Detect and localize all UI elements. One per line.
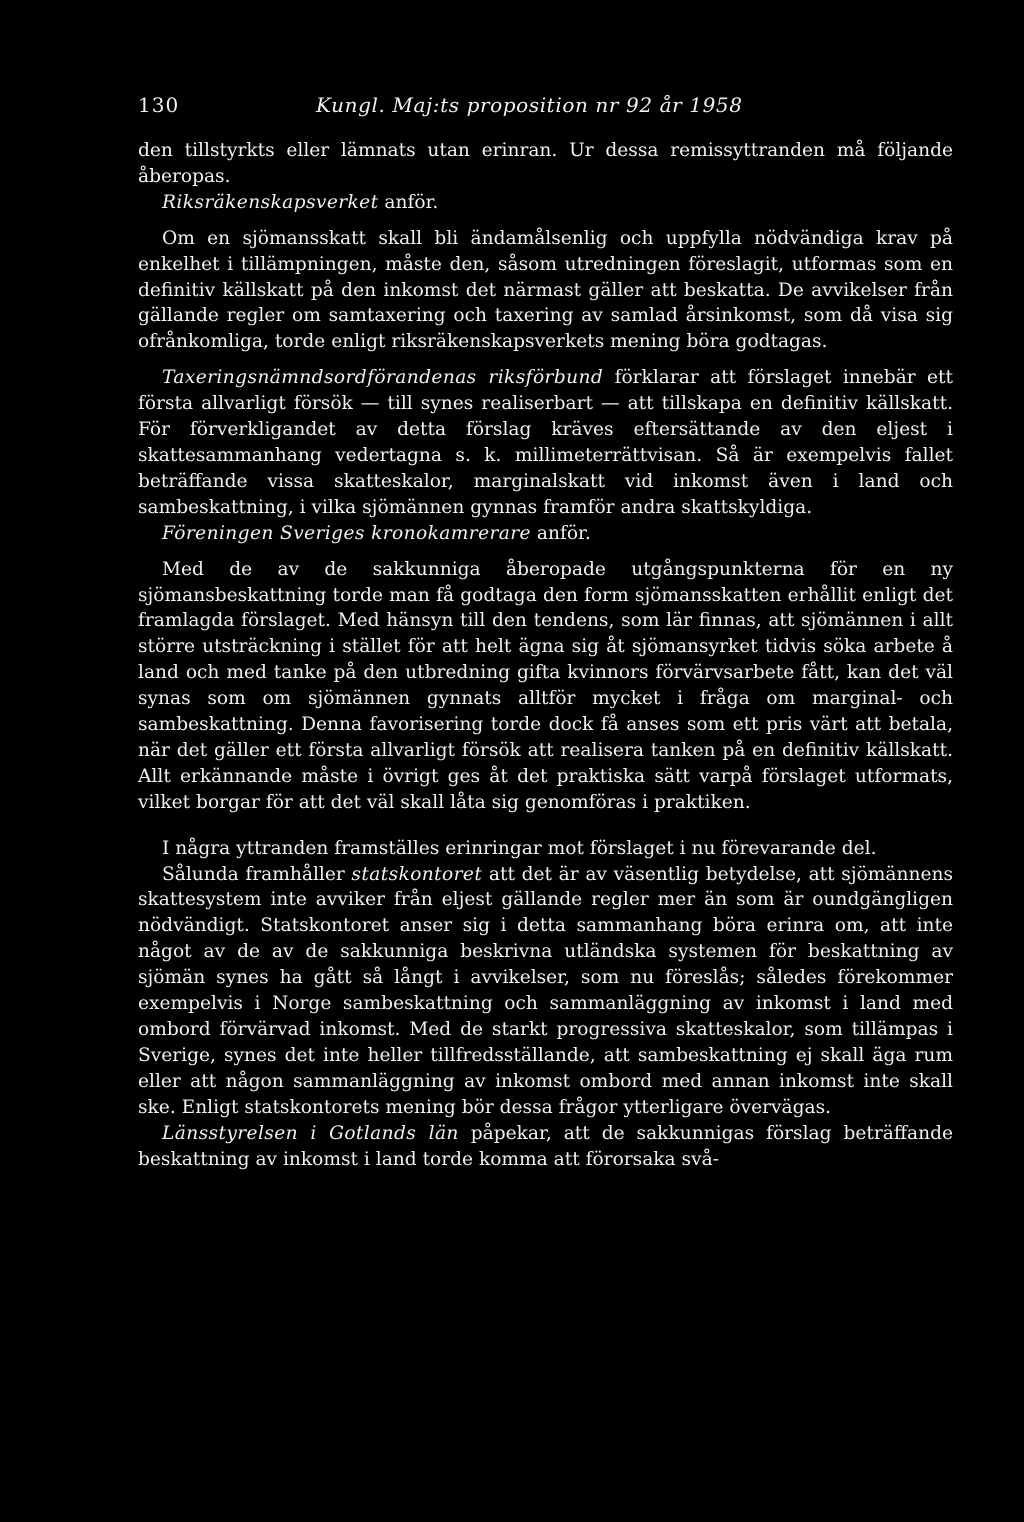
paragraph-text: att det är av väsentlig betydelse, att sjömännens skattesystem inte avviker från eljest gällande regler mer än som är oundgängligen nödvändigt. Statskontoret anser sig i detta sammanhang böra erinra om, att inte något av de av de sakkunniga beskrivna utländska systemen för beskattning av sjömän synes ha gått så långt i avvikelser, som nu föreslås; således förekommer exempelvis i Norge sambeskattning och sammanläggning av inkomst i land med ombord förvärvad inkomst. Med de starkt progressiva skatteskalor, som tillämpas i Sverige, synes det inte heller tillfredsställande, att sambeskattning ej skall äga rum eller att någon sammanläggning av inkomst ombord med annan inkomst inte skall ske. Enligt statskontorets mening bör dessa frågor ytterligare övervägas. [138,863,953,1118]
paragraph-taxeringsnamnd [138,365,953,520]
paragraph-text: påpekar, att de sakkunnigas förslag beträffande beskattning av inkomst i land torde komma att förorsaka svå- [138,1122,953,1170]
paragraph-text: anför. [378,191,439,213]
page-number: 130 [138,93,180,117]
paragraph-statskontoret [138,862,953,1121]
organization-name: Taxeringsnämndsordförandenas riksförbund [162,367,604,389]
paragraph-kronokamrerare-quote: Med de av de sakkunniga åberopade utgångspunkterna för en ny sjömansbeskattning torde man få godtaga den form sjömansskatten erhållit enligt det framlagda förslaget. Med hänsyn till den tendens, som lär finnas, att sjömännen i allt större utsträckning i stället för att helt ägna sig åt sjömansyrket tidvis söka arbete å land och med tanke på den utbredning gifta kvinnors förvärvsarbete fått, kan det väl synas som om sjömännen gynnats alltför mycket i fråga om marginal- och sambeskattning. Denna favorisering torde dock få anses som ett pris värt att betala, när det gäller ett första allvarligt försök att realisera tanken på en definitiv källskatt. Allt erkännande måste i övrigt ges åt det praktiska sätt varpå förslaget utformats, vilket borgar för att det väl skall låta sig genomföras i praktiken. [138,558,953,813]
paragraph-riksrakenskapsverket-quote: Om en sjömansskatt skall bli ändamålsenlig och uppfylla nödvändiga krav på enkelhet i tillämpningen, måste den, såsom utredningen föreslagit, utformas som en definitiv källskatt på den inkomst det närmast gäller att beskatta. De avvikelser från gällande regler om samtaxering och taxering av samlad årsinkomst, som då visa sig ofrånkomliga, torde enligt riksräkenskapsverkets mening böra godtagas. [138,227,953,353]
page-header [138,92,953,126]
paragraph-lansstyrelsen [138,1121,953,1173]
paragraph-kronokamrerare-heading [138,521,953,547]
paragraph-erinringar: I några yttranden framställes erinringar mot förslaget i nu förevarande del. [162,837,877,859]
organization-name: Länsstyrelsen i Gotlands län [162,1122,459,1144]
paragraph-intro: den tillstyrkts eller lämnats utan erinran. Ur dessa remissyttranden må följande åberopas. [138,140,953,187]
paragraph-riksrakenskapsverket-heading [138,190,953,216]
paragraph-text: anför. [530,522,591,544]
body-text [138,138,953,1172]
organization-name: Föreningen Sveriges kronokamrerare [162,522,531,544]
document-page [138,92,953,1172]
organization-name: Riksräkenskapsverket [162,191,379,213]
running-title: Kungl. Maj:ts proposition nr 92 år 1958 [316,93,743,117]
paragraph-text: Sålunda framhåller [162,863,352,885]
paragraph-text: förklarar att förslaget innebär ett första allvarligt försök — till synes realiserbart — att tillskapa en definitiv källskatt. För förverkligandet av detta förslag kräves eftersättande av den eljest i skattesammanhang vedertagna s. k. millimeterrättvisan. Så är exempelvis fallet beträffande vissa skatteskalor, marginalskatt vid inkomst även i land och sambeskattning, i vilka sjömännen gynnas framför andra skattskyldiga. [138,367,953,518]
organization-name: statskontoret [351,863,483,885]
